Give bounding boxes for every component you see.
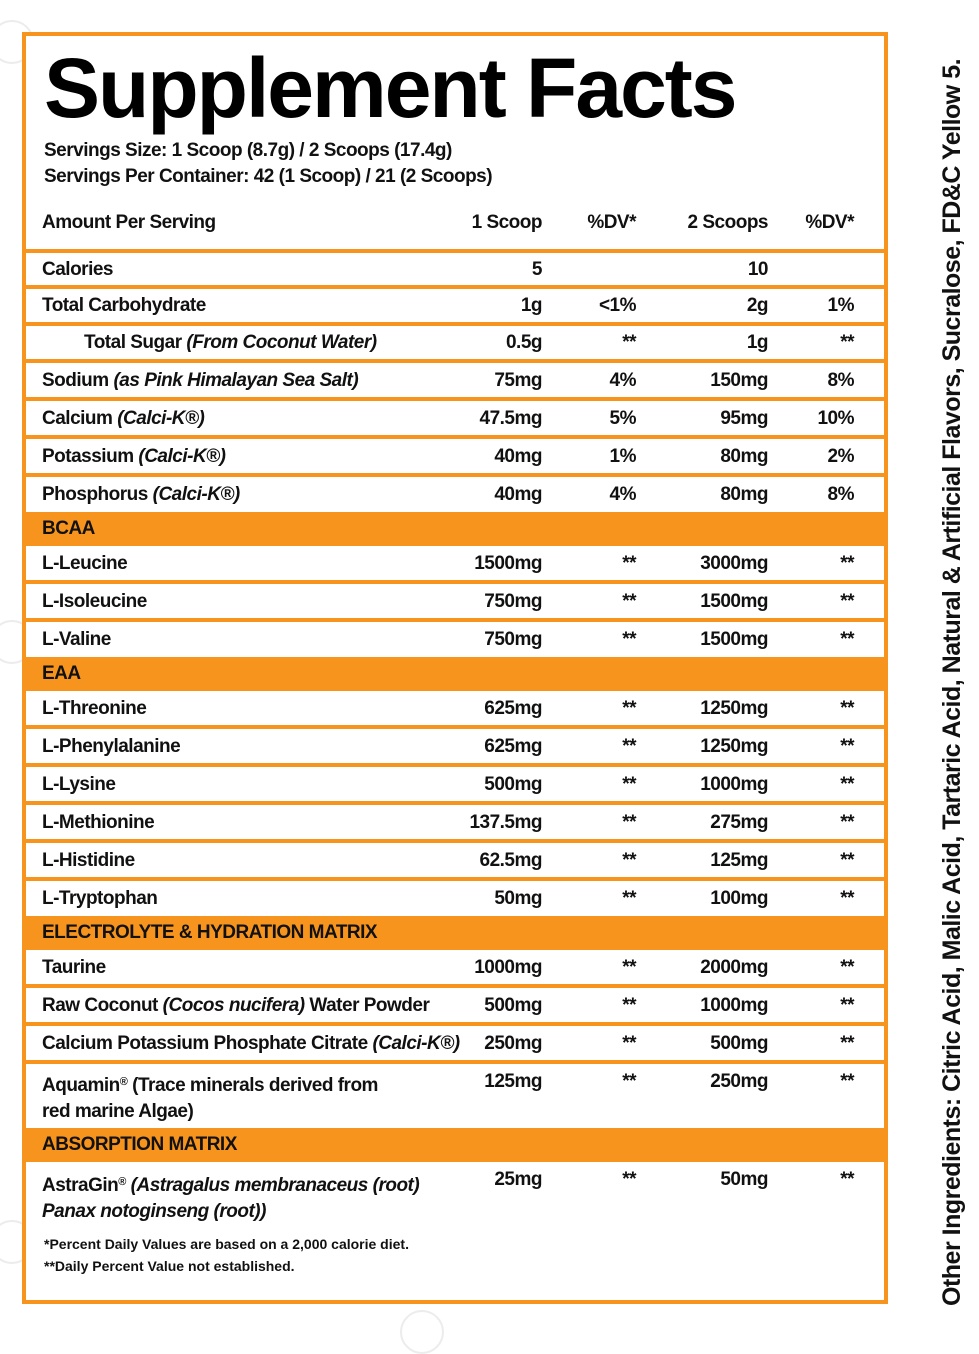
table-row <box>26 805 884 839</box>
row-1-scoop: 1000mg <box>474 957 542 978</box>
table-row <box>26 950 884 984</box>
row-dv1: ** <box>622 736 636 757</box>
row-note: (From Coconut Water) <box>186 332 377 353</box>
row-dv2: ** <box>840 850 854 871</box>
facts-table <box>26 197 884 1220</box>
row-dv2: ** <box>840 812 854 833</box>
row-2-scoops: 3000mg <box>700 553 768 574</box>
table-row <box>26 1064 884 1128</box>
row-2-scoops: 500mg <box>710 1033 768 1054</box>
row-dv1: ** <box>622 774 636 795</box>
row-1-scoop: 137.5mg <box>469 812 542 833</box>
registered-mark: ® <box>119 1076 128 1088</box>
row-name: L-Valine <box>42 629 111 650</box>
row-name: Aquamin <box>42 1075 120 1096</box>
row-1-scoop: 750mg <box>484 591 542 612</box>
row-note: (as Pink Himalayan Sea Salt) <box>113 370 359 391</box>
table-row <box>26 546 884 580</box>
servings-per-container: Servings Per Container: 42 (1 Scoop) / 21 (2 Scoops) <box>44 166 493 187</box>
other-ingredients: Other Ingredients: Citric Acid, Malic Acid, Tartaric Acid, Natural & Artificial Flavors, Sucralose, FD&C Yellow 5. <box>938 58 966 1306</box>
header-col-dv1: %DV* <box>587 212 636 233</box>
table-row <box>26 477 884 512</box>
row-dv2: 1% <box>827 295 854 316</box>
section-header-electrolyte <box>26 916 884 950</box>
row-dv1: 4% <box>609 484 636 505</box>
row-2-scoops: 1g <box>746 332 768 353</box>
table-row <box>26 289 884 322</box>
row-1-scoop: 47.5mg <box>479 408 542 429</box>
table-row <box>26 843 884 877</box>
row-dv2: ** <box>840 698 854 719</box>
row-name-group <box>42 995 429 1017</box>
row-2-scoops: 50mg <box>720 1169 768 1190</box>
row-name: L-Leucine <box>42 553 128 574</box>
section-title: BCAA <box>42 518 95 539</box>
row-1-scoop: 1g <box>520 295 542 316</box>
row-name: Phosphorus <box>42 484 148 505</box>
row-1-scoop: 5 <box>531 259 542 280</box>
row-dv2: ** <box>840 995 854 1016</box>
row-1-scoop: 50mg <box>494 888 542 909</box>
row-dv2: ** <box>840 629 854 650</box>
row-note: (Astragalus membranaceus (root) <box>130 1175 420 1196</box>
table-row <box>26 363 884 397</box>
row-1-scoop: 500mg <box>484 774 542 795</box>
section-title: EAA <box>42 663 81 684</box>
section-header-bcaa <box>26 512 884 546</box>
row-dv1: 1% <box>609 446 636 467</box>
table-row <box>26 881 884 916</box>
row-2-scoops: 1500mg <box>700 591 768 612</box>
row-1-scoop: 750mg <box>484 629 542 650</box>
row-name-group <box>42 1169 452 1225</box>
footnotes <box>26 1222 884 1300</box>
row-note: (Calci-K®) <box>117 408 205 429</box>
row-2-scoops: 250mg <box>710 1071 768 1092</box>
footnote-not-established: **Daily Percent Value not established. <box>44 1258 295 1274</box>
background-lion-mark <box>400 1310 444 1354</box>
row-name-group <box>42 446 226 468</box>
row-name-group <box>42 370 358 392</box>
header-col-1-scoop: 1 Scoop <box>471 212 542 233</box>
row-dv1: ** <box>622 1169 636 1190</box>
supplement-facts-panel <box>22 32 888 1304</box>
section-title: ABSORPTION MATRIX <box>42 1134 237 1155</box>
row-dv2: ** <box>840 1033 854 1054</box>
row-note-line2: red marine Algae) <box>42 1101 194 1122</box>
row-1-scoop: 40mg <box>494 446 542 467</box>
row-note: (Calci-K®) <box>138 446 226 467</box>
row-name: Taurine <box>42 957 106 978</box>
row-1-scoop: 25mg <box>494 1169 542 1190</box>
row-1-scoop: 62.5mg <box>479 850 542 871</box>
row-dv1: ** <box>622 553 636 574</box>
row-2-scoops: 2g <box>746 295 768 316</box>
row-2-scoops: 2000mg <box>700 957 768 978</box>
row-dv2: ** <box>840 332 854 353</box>
row-name: L-Lysine <box>42 774 116 795</box>
row-dv1: ** <box>622 957 636 978</box>
row-name-tail: Water Powder <box>309 995 430 1016</box>
table-row <box>26 691 884 725</box>
row-dv1: 4% <box>609 370 636 391</box>
row-name: Potassium <box>42 446 134 467</box>
row-name: L-Tryptophan <box>42 888 158 909</box>
row-1-scoop: 40mg <box>494 484 542 505</box>
row-dv2: ** <box>840 553 854 574</box>
row-name: L-Methionine <box>42 812 155 833</box>
row-dv1: ** <box>622 1071 636 1092</box>
row-name-group <box>84 332 377 354</box>
table-row <box>26 1026 884 1060</box>
row-note: (Calci-K®) <box>152 484 240 505</box>
row-dv1: ** <box>622 332 636 353</box>
row-dv1: ** <box>622 812 636 833</box>
row-dv1: <1% <box>598 295 636 316</box>
row-dv1: ** <box>622 698 636 719</box>
row-1-scoop: 625mg <box>484 698 542 719</box>
row-1-scoop: 125mg <box>484 1071 542 1092</box>
row-dv2: ** <box>840 736 854 757</box>
row-2-scoops: 1000mg <box>700 995 768 1016</box>
row-2-scoops: 275mg <box>710 812 768 833</box>
page-title: Supplement Facts <box>44 41 736 135</box>
row-dv2: ** <box>840 774 854 795</box>
row-dv1: 5% <box>609 408 636 429</box>
row-name-group <box>42 408 204 430</box>
table-row <box>26 253 884 285</box>
row-dv1: ** <box>622 629 636 650</box>
row-2-scoops: 100mg <box>710 888 768 909</box>
row-dv2: 8% <box>827 484 854 505</box>
table-row <box>26 1162 884 1222</box>
row-dv2: ** <box>840 957 854 978</box>
row-2-scoops: 125mg <box>710 850 768 871</box>
row-name: L-Threonine <box>42 698 147 719</box>
row-dv2: 8% <box>827 370 854 391</box>
row-name: Calcium <box>42 408 113 429</box>
row-name: Calcium Potassium Phosphate Citrate <box>42 1033 368 1054</box>
row-name: Total Carbohydrate <box>42 295 206 316</box>
header-col-dv2: %DV* <box>805 212 854 233</box>
table-row <box>26 326 884 359</box>
header-label: Amount Per Serving <box>42 212 216 233</box>
row-2-scoops: 80mg <box>720 446 768 467</box>
row-dv1: ** <box>622 591 636 612</box>
row-name: L-Histidine <box>42 850 135 871</box>
row-dv2: ** <box>840 591 854 612</box>
serving-size: Servings Size: 1 Scoop (8.7g) / 2 Scoops (17.4g) <box>44 140 452 161</box>
row-1-scoop: 1500mg <box>474 553 542 574</box>
table-row <box>26 622 884 657</box>
registered-mark: ® <box>118 1176 126 1188</box>
row-dv2: 2% <box>827 446 854 467</box>
row-name-group <box>42 484 240 506</box>
row-dv1: ** <box>622 850 636 871</box>
table-row <box>26 729 884 763</box>
row-1-scoop: 625mg <box>484 736 542 757</box>
row-name: Sodium <box>42 370 109 391</box>
row-name: Calories <box>42 259 113 280</box>
row-1-scoop: 75mg <box>494 370 542 391</box>
header-col-2-scoops: 2 Scoops <box>687 212 768 233</box>
row-2-scoops: 1250mg <box>700 698 768 719</box>
row-1-scoop: 0.5g <box>505 332 542 353</box>
table-row <box>26 401 884 435</box>
row-name: Raw Coconut <box>42 995 158 1016</box>
row-2-scoops: 95mg <box>720 408 768 429</box>
table-row <box>26 584 884 618</box>
row-name-group <box>42 1033 460 1055</box>
row-note: (Cocos nucifera) <box>162 995 305 1016</box>
row-2-scoops: 150mg <box>710 370 768 391</box>
row-name: AstraGin <box>42 1175 119 1196</box>
row-name-group <box>42 1069 452 1125</box>
row-name: L-Isoleucine <box>42 591 147 612</box>
section-title: ELECTROLYTE & HYDRATION MATRIX <box>42 922 378 943</box>
footnote-dv: *Percent Daily Values are based on a 2,000 calorie diet. <box>44 1236 409 1252</box>
section-header-eaa <box>26 657 884 691</box>
row-2-scoops: 1250mg <box>700 736 768 757</box>
row-dv2: ** <box>840 1071 854 1092</box>
row-dv1: ** <box>622 888 636 909</box>
row-note-line2: Panax notoginseng (root)) <box>42 1201 266 1222</box>
row-dv2: 10% <box>817 408 854 429</box>
row-2-scoops: 1500mg <box>700 629 768 650</box>
row-note: (Trace minerals derived from <box>132 1075 378 1096</box>
row-2-scoops: 10 <box>747 259 768 280</box>
table-header <box>26 197 884 249</box>
table-row <box>26 988 884 1022</box>
table-row <box>26 767 884 801</box>
row-1-scoop: 250mg <box>484 1033 542 1054</box>
row-note: (Calci-K®) <box>372 1033 460 1054</box>
section-header-absorption <box>26 1128 884 1162</box>
row-dv2: ** <box>840 1169 854 1190</box>
table-row <box>26 439 884 473</box>
row-dv1: ** <box>622 995 636 1016</box>
row-dv2: ** <box>840 888 854 909</box>
row-2-scoops: 80mg <box>720 484 768 505</box>
row-2-scoops: 1000mg <box>700 774 768 795</box>
row-1-scoop: 500mg <box>484 995 542 1016</box>
row-name: L-Phenylalanine <box>42 736 181 757</box>
row-name: Total Sugar <box>84 332 182 353</box>
row-dv1: ** <box>622 1033 636 1054</box>
